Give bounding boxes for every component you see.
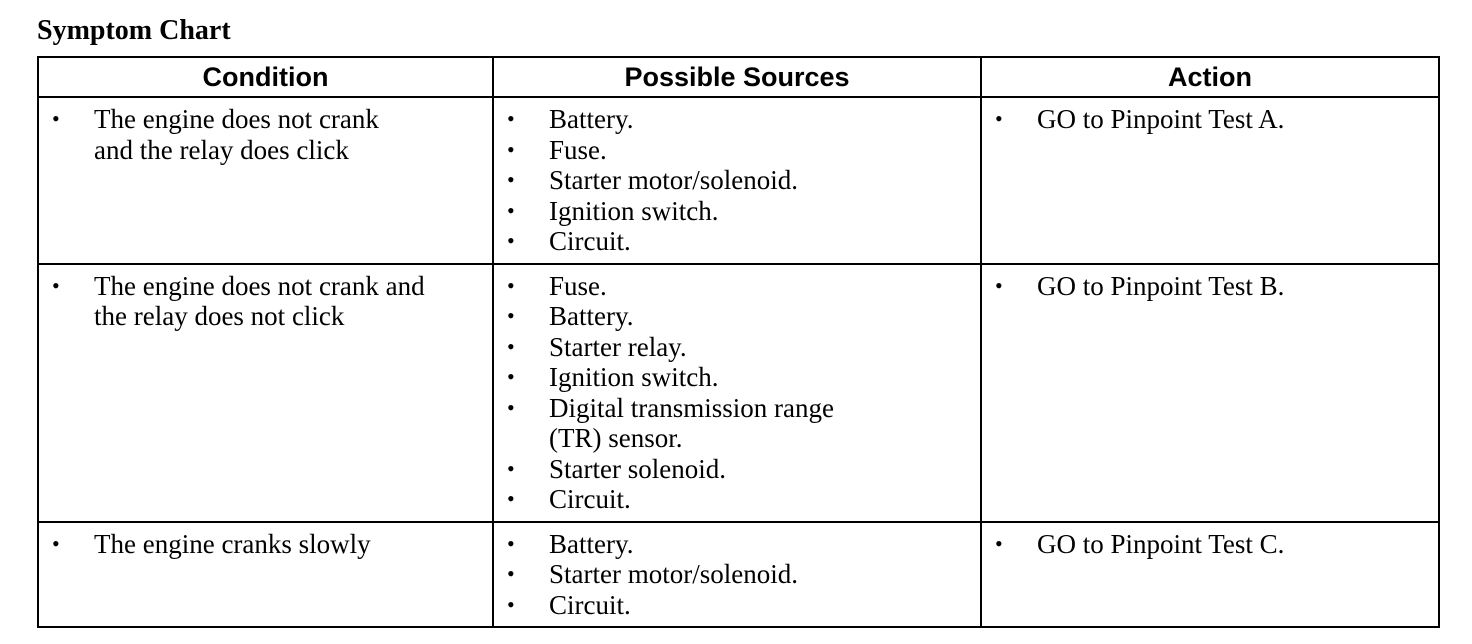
source-item <box>494 484 980 515</box>
source-item <box>494 590 980 621</box>
source-item <box>494 393 889 454</box>
bullet-icon: • <box>995 106 1003 131</box>
column-header-possible-sources: Possible Sources <box>493 57 981 97</box>
source-text: Battery. <box>549 104 634 134</box>
action-item <box>982 529 1438 560</box>
source-text: Circuit. <box>549 589 631 620</box>
condition-item <box>39 271 464 332</box>
source-item <box>494 362 980 393</box>
sources-cell <box>493 522 981 628</box>
symptom-table <box>37 56 1440 628</box>
source-item <box>494 104 980 135</box>
source-item <box>494 271 980 302</box>
source-text: Digital transmission range (TR) sensor. <box>549 392 834 453</box>
bullet-icon: • <box>507 364 515 389</box>
bullet-icon: • <box>507 561 515 586</box>
condition-text: The engine does not crank and the relay does not click <box>94 270 425 331</box>
source-text: Circuit. <box>549 484 631 514</box>
source-text: Starter relay. <box>549 331 687 362</box>
bullet-icon: • <box>507 394 515 420</box>
action-text: GO to Pinpoint Test A. <box>1037 104 1285 134</box>
action-cell <box>981 264 1439 522</box>
action-text: GO to Pinpoint Test C. <box>1037 528 1285 559</box>
action-cell <box>981 522 1439 628</box>
bullet-icon: • <box>995 530 1003 556</box>
bullet-icon: • <box>52 272 60 298</box>
source-item <box>494 332 980 363</box>
column-header-action: Action <box>981 57 1439 97</box>
source-text: Ignition switch. <box>549 195 719 226</box>
bullet-icon: • <box>52 530 60 556</box>
table-row <box>38 264 1439 522</box>
condition-cell <box>38 97 493 264</box>
bullet-icon: • <box>507 136 515 162</box>
source-text: Starter motor/solenoid. <box>549 165 798 195</box>
bullet-icon: • <box>507 530 515 556</box>
bullet-icon: • <box>995 272 1003 298</box>
source-item <box>494 196 980 227</box>
bullet-icon: • <box>507 272 515 298</box>
source-item <box>494 301 980 332</box>
source-text: Starter solenoid. <box>549 453 726 484</box>
source-item <box>494 226 980 257</box>
source-text: Fuse. <box>549 134 607 165</box>
bullet-icon: • <box>507 197 515 223</box>
condition-cell <box>38 522 493 628</box>
table-header-row <box>38 57 1439 97</box>
source-item <box>494 454 980 485</box>
action-cell <box>981 97 1439 264</box>
condition-item <box>39 104 424 165</box>
bullet-icon: • <box>52 106 60 131</box>
sources-cell <box>493 97 981 264</box>
source-text: Battery. <box>549 528 634 559</box>
condition-text: The engine cranks slowly <box>94 528 371 559</box>
bullet-icon: • <box>507 303 515 328</box>
source-text: Ignition switch. <box>549 362 719 392</box>
condition-item <box>39 529 492 560</box>
sources-cell <box>493 264 981 522</box>
action-item <box>982 104 1438 135</box>
source-item <box>494 135 980 166</box>
bullet-icon: • <box>507 228 515 253</box>
bullet-icon: • <box>507 167 515 192</box>
bullet-icon: • <box>507 455 515 481</box>
bullet-icon: • <box>507 106 515 131</box>
action-item <box>982 271 1438 302</box>
source-item <box>494 529 980 560</box>
condition-cell <box>38 264 493 522</box>
table-row <box>38 97 1439 264</box>
source-text: Battery. <box>549 301 634 331</box>
source-text: Circuit. <box>549 226 631 256</box>
page-title: Symptom Chart <box>37 15 231 46</box>
source-text: Fuse. <box>549 270 607 301</box>
bullet-icon: • <box>507 486 515 511</box>
action-text: GO to Pinpoint Test B. <box>1037 270 1285 301</box>
source-text: Starter motor/solenoid. <box>549 559 798 589</box>
bullet-icon: • <box>507 591 515 617</box>
table-row <box>38 522 1439 628</box>
condition-text: The engine does not crank and the relay does click <box>94 104 379 165</box>
column-header-condition: Condition <box>38 57 493 97</box>
bullet-icon: • <box>507 333 515 359</box>
source-item <box>494 165 980 196</box>
source-item <box>494 559 980 590</box>
